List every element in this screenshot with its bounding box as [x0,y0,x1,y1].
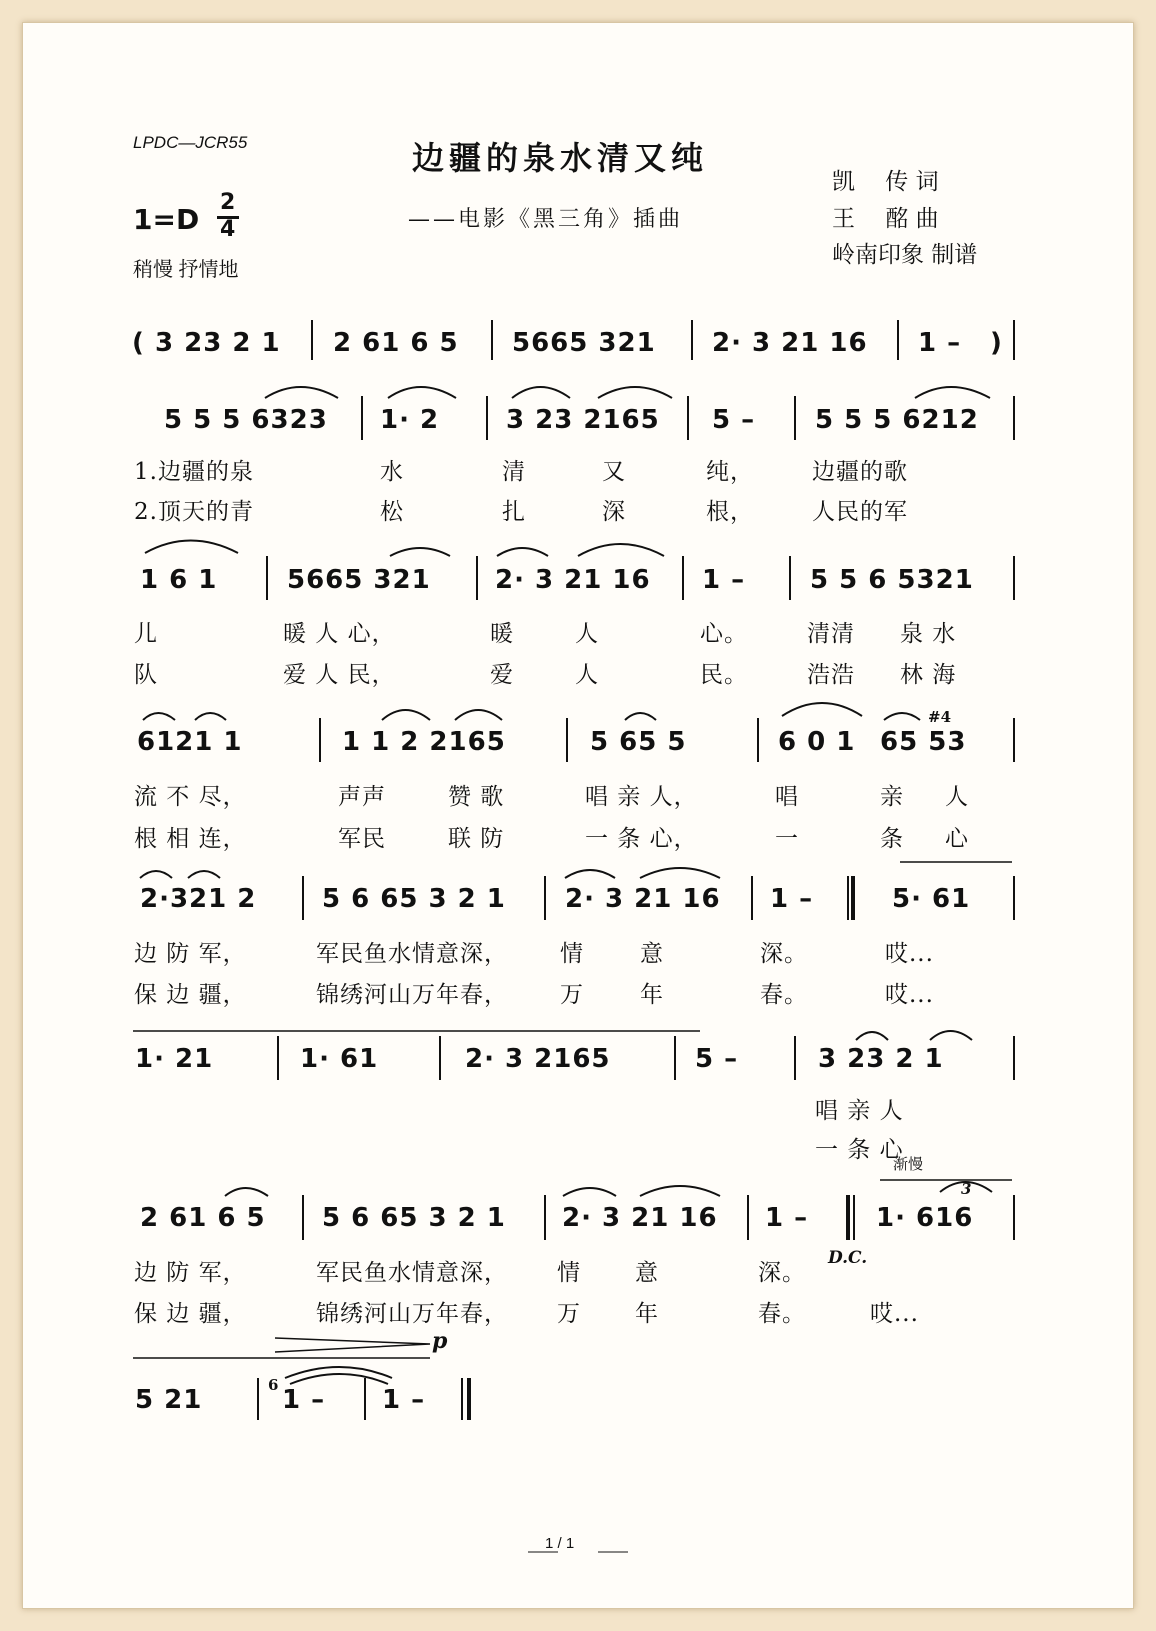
lyric-verse2: 林 海 [900,662,957,688]
measure-notes: 2· 3 21 16 [495,565,651,595]
page-number: 1 / 1 [545,1535,575,1552]
measure-notes: 1· 61 [300,1044,379,1074]
measure-notes: 2· 3 21 16 [712,328,868,358]
lyric-verse2: 保 边 疆， [134,1301,247,1327]
measure-notes: 2· 3 21 16 [565,884,721,914]
lyric-verse1: 军民鱼水情意深， [316,941,508,967]
measure-notes: 5 65 5 [590,727,687,757]
lyric-verse2: 扎 [502,499,526,525]
lyric-verse2: 根， [706,499,754,525]
lyric-verse1: 边疆的歌 [812,459,908,485]
measure-notes: 5· 61 [892,884,971,914]
triplet-marker: 3 [961,1180,972,1198]
measure-notes: 2· 3 2165 [465,1044,611,1074]
lyric-verse1: 泉 水 [900,621,957,647]
lyric-verse1: 又 [602,459,626,485]
time-denominator: 4 [220,217,236,242]
measure-notes: 5 5 5 6323 [164,405,328,435]
intro-close-paren: ) [990,328,1003,358]
measure-notes: 3 23 2 1 [818,1044,944,1074]
dynamic-piano: p [432,1328,448,1354]
measure-notes: 5665 321 [287,565,431,595]
lyric-verse1: 唱 亲 人， [585,784,698,810]
lyric-verse2: 一 条 心 [815,1137,904,1163]
song-title: 边疆的泉水清又纯 [412,139,709,177]
lyric-verse1: 意 [640,941,664,967]
lyric-verse1: 流 不 尽， [134,784,247,810]
lyric-verse2: 队 [134,662,158,688]
measure-notes: 1 – [702,565,746,595]
lyric-verse2: 人民的军 [812,499,908,525]
measure-notes: 5 – [695,1044,739,1074]
lyric-verse2: 条 [880,826,904,852]
lyric-verse2: 万 [560,982,584,1008]
ritardando-marking: 渐慢 [893,1155,924,1173]
lyric-verse1: 边 防 军， [134,1260,247,1286]
song-subtitle: ——电影《黑三角》插曲 [408,207,684,232]
lyric-verse2: 深 [602,499,626,525]
measure-notes: 2 61 6 5 [333,328,459,358]
measure-notes: 6121 1 [137,727,243,757]
lyric-verse1: 深。 [758,1260,806,1286]
measure-notes: 1 – [765,1203,809,1233]
lyric-verse2: 哎... [870,1301,919,1327]
measure-notes: 1· 21 [135,1044,214,1074]
lyric-verse1: 清 [502,459,526,485]
lyric-verse1: 纯， [706,459,754,485]
lyric-verse2: 万 [557,1301,581,1327]
grace-note-sharp4: #4 [928,708,952,726]
measure-notes: 5 21 [135,1385,203,1415]
lyric-verse2: 锦绣河山万年春， [316,982,508,1008]
key-signature: 1=D [133,203,200,236]
intro-open-paren: ( [132,328,145,358]
lyric-verse1: 心。 [700,621,748,647]
lyric-verse2: 春。 [760,982,808,1008]
lyric-verse2: 一 条 心， [585,826,698,852]
measure-notes: 1 – [382,1385,426,1415]
lyric-verse1: 唱 亲 人 [815,1098,904,1124]
lyric-verse2: 年 [640,982,664,1008]
measure-notes: 2 61 6 5 [140,1203,266,1233]
measure-notes: 5 5 5 6212 [815,405,979,435]
arranger-credit: 岭南印象 制谱 [832,242,978,268]
composer-credit: 王 酩 曲 [832,206,939,232]
lyric-verse1: 儿 [134,621,158,647]
measure-notes: 3 23 2165 [506,405,660,435]
lyric-verse1: 意 [635,1260,659,1286]
measure-notes: 3 23 2 1 [155,328,281,358]
lyric-verse1: 军民鱼水情意深， [316,1260,508,1286]
measure-notes: 5 6 65 3 2 1 [322,884,506,914]
lyric-verse2: 军民 [338,826,386,852]
measure-notes: 5 6 65 3 2 1 [322,1203,506,1233]
lyric-verse1: 水 [380,459,404,485]
lyric-verse1: 人 [575,621,599,647]
measure-notes: 2·321 2 [140,884,257,914]
lyric-verse2: 春。 [758,1301,806,1327]
da-capo-marking: D.C. [828,1248,868,1268]
lyric-verse2: 联 防 [448,826,505,852]
lyric-verse1: 唱 [775,784,799,810]
measure-notes: 1· 2 [380,405,440,435]
lyric-verse2: 保 边 疆， [134,982,247,1008]
measure-notes: 1 6 1 [140,565,218,595]
lyric-verse1: 哎... [885,941,934,967]
lyric-verse2: 哎... [885,982,934,1008]
lyric-verse2: 民。 [700,662,748,688]
lyric-verse1: 亲 [880,784,904,810]
tempo-marking: 稍慢 抒情地 [133,259,239,281]
lyric-verse1: 声声 [338,784,386,810]
measure-notes: 1 – [770,884,814,914]
measure-notes: 1 – [918,328,962,358]
lyric-verse1: 暖 人 心， [283,621,396,647]
lyric-verse2: 锦绣河山万年春， [316,1301,508,1327]
lyric-verse2: 爱 [490,662,514,688]
grace-note: 6 [268,1376,279,1394]
measure-notes: 5 – [712,405,756,435]
measure-notes: 1 1 2 2165 [342,727,506,757]
lyric-verse1: 1.边疆的泉 [134,459,254,485]
lyric-verse1: 深。 [760,941,808,967]
lyric-verse2: 根 相 连， [134,826,247,852]
lyric-verse1: 人 [945,784,969,810]
lyric-verse2: 人 [575,662,599,688]
lyric-verse2: 浩浩 [807,662,855,688]
lyric-verse2: 心 [945,826,969,852]
measure-notes: 1· 616 [876,1203,974,1233]
lyricist-credit: 凯 传 词 [832,169,939,195]
measure-notes: 6 0 1 [778,727,856,757]
measure-notes: 65 53 [880,727,967,757]
lyric-verse1: 情 [560,941,584,967]
lyric-verse1: 赞 歌 [448,784,505,810]
time-numerator: 2 [220,190,236,215]
lyric-verse2: 2.顶天的青 [134,499,254,525]
lyric-verse1: 清清 [807,621,855,647]
measure-notes: 5665 321 [512,328,656,358]
lyric-verse2: 一 [775,826,799,852]
lyric-verse2: 爱 人 民， [283,662,396,688]
measure-notes: 5 5 6 5321 [810,565,974,595]
lyric-verse1: 暖 [490,621,514,647]
lyric-verse2: 松 [380,499,404,525]
score-code: LPDC—JCR55 [133,133,248,152]
measure-notes: 1 – [282,1385,326,1415]
lyric-verse1: 情 [557,1260,581,1286]
lyric-verse1: 边 防 军， [134,941,247,967]
measure-notes: 2· 3 21 16 [562,1203,718,1233]
lyric-verse2: 年 [635,1301,659,1327]
